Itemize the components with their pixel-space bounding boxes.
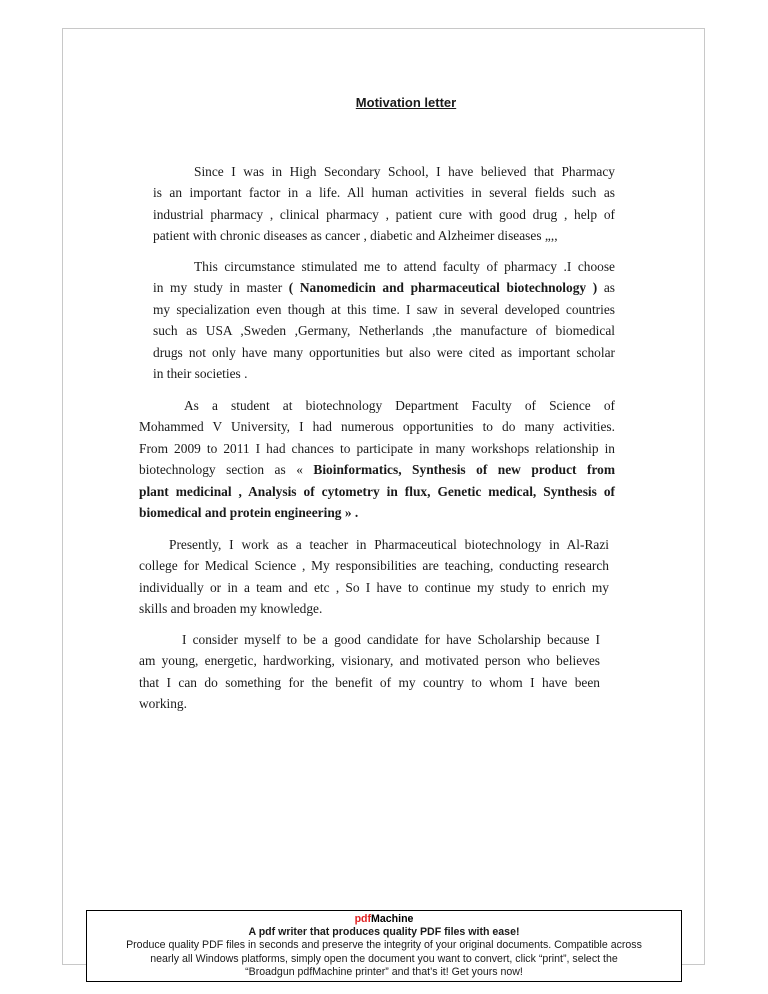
paragraph-line: skills and broaden my knowledge.	[139, 601, 323, 617]
pdfmachine-footer	[86, 910, 682, 982]
paragraph-line: From 2009 to 2011 I had chances to participate in many workshops relationship in	[139, 440, 615, 456]
paragraph-line: that I can do something for the benefit of my country to whom I have been	[139, 674, 600, 690]
text-run: biotechnology section as «	[139, 462, 314, 478]
brand-pdf: pdf	[354, 913, 372, 925]
paragraph-line: As a student at biotechnology Department Faculty of Science of	[184, 398, 615, 413]
paragraph-line: working.	[139, 696, 187, 712]
paragraph-5	[139, 629, 600, 715]
paragraph-line: in their societies .	[153, 366, 248, 382]
workshop-topics: plant medicinal , Analysis of cytometry in flux, Genetic medical, Synthesis of	[139, 483, 615, 499]
footer-tagline: A pdf writer that produces quality PDF files with ease!	[248, 926, 520, 939]
paragraph-line: This circumstance stimulated me to attend faculty of pharmacy .I choose	[194, 259, 615, 274]
master-program-name: ( Nanomedicin and pharmaceutical biotechnology )	[288, 280, 598, 296]
paragraph-line	[139, 459, 615, 480]
brand-machine: Machine	[371, 913, 414, 925]
paragraph-line: am young, energetic, hardworking, visionary, and motivated person who believes	[139, 653, 600, 669]
text-run: as	[597, 280, 615, 296]
pdfmachine-logo	[87, 913, 681, 926]
footer-description: Produce quality PDF files in seconds and preserve the integrity of your original documents. Compatible across	[126, 939, 642, 952]
paragraph-1	[153, 161, 615, 247]
paragraph-line: such as USA ,Sweden ,Germany, Netherlands ,the manufacture of biomedical	[153, 323, 615, 339]
text-run: in my study in master	[153, 280, 289, 296]
paragraph-2	[153, 256, 615, 384]
paragraph-line: patient with chronic diseases as cancer , diabetic and Alzheimer diseases „,,	[153, 228, 558, 244]
paragraph-line: industrial pharmacy , clinical pharmacy , patient cure with good drug , help of	[153, 206, 615, 222]
paragraph-3	[139, 395, 615, 523]
paragraph-line: Since I was in High Secondary School, I have believed that Pharmacy	[194, 164, 615, 179]
paragraph-line: individually or in a team and etc , So I have to continue my study to enrich my	[139, 579, 609, 595]
paragraph-line: I consider myself to be a good candidate for have Scholarship because I	[182, 632, 600, 647]
paragraph-line	[153, 277, 615, 298]
footer-description: nearly all Windows platforms, simply open the document you want to convert, click “print”, select the	[150, 952, 618, 965]
paragraph-line: drugs not only have many opportunities but also were cited as important scholar	[153, 344, 615, 360]
workshop-topics: Bioinformatics, Synthesis of new product from	[313, 462, 616, 478]
paragraph-4	[139, 534, 609, 620]
paragraph-line	[139, 481, 615, 502]
paragraph-line: is an important factor in a life. All human activities in several fields such as	[153, 185, 615, 201]
footer-description: “Broadgun pdfMachine printer” and that’s it! Get yours now!	[245, 965, 523, 978]
paragraph-line	[139, 502, 615, 523]
document-title: Motivation letter	[355, 95, 457, 110]
paragraph-line: Presently, I work as a teacher in Pharmaceutical biotechnology in Al-Razi	[169, 537, 609, 552]
paragraph-line: college for Medical Science , My responsibilities are teaching, conducting research	[139, 558, 609, 574]
paragraph-line: my specialization even though at this time. I saw in several developed countries	[153, 301, 615, 317]
paragraph-line: Mohammed V University, I had numerous opportunities to do many activities.	[139, 419, 615, 435]
workshop-topics: biomedical and protein engineering » .	[139, 505, 359, 521]
